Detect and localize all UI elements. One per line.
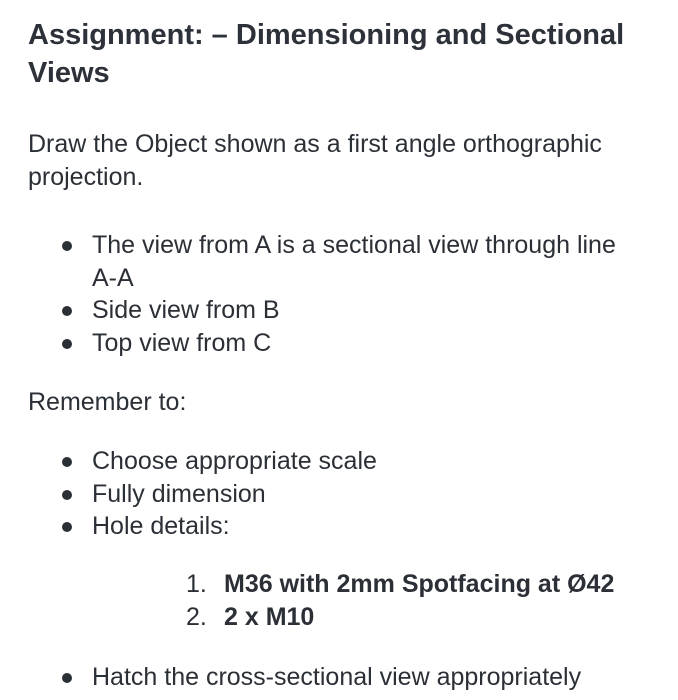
reminders-list (0, 445, 678, 543)
view-item-text: Top view from C (92, 328, 272, 357)
list-item (0, 661, 678, 694)
list-number: 2. (186, 603, 207, 631)
reminder-item-text: Choose appropriate scale (92, 447, 377, 475)
reminder-item-text: Hole details: (92, 512, 230, 540)
bullet-icon (62, 490, 72, 500)
list-item (0, 294, 678, 327)
list-item (0, 478, 678, 511)
bullet-icon (62, 306, 72, 316)
intro-paragraph: Draw the Object shown as a first angle orthographic projection. (28, 130, 602, 191)
assignment-title: Assignment: – Dimensioning and Sectional Views (28, 19, 625, 89)
list-item (0, 327, 678, 360)
bullet-icon (62, 241, 72, 251)
list-item (0, 568, 678, 601)
remember-label: Remember to: (28, 388, 187, 416)
bullet-icon (62, 339, 72, 349)
list-item (0, 601, 678, 634)
view-item-text: Side view from B (92, 296, 280, 324)
reminder-item-text: Fully dimension (92, 479, 266, 508)
bullet-icon (62, 673, 72, 683)
list-item (0, 229, 678, 294)
hole-details-list (0, 568, 678, 634)
final-list (0, 661, 678, 694)
bullet-icon (62, 457, 72, 467)
bullet-icon (62, 522, 72, 532)
hole-detail-text: 2 x M10 (224, 603, 315, 631)
list-item (0, 510, 678, 543)
hole-detail-text: M36 with 2mm Spotfacing at Ø42 (224, 570, 615, 598)
list-item (0, 445, 678, 478)
views-list (0, 229, 678, 359)
final-item-text: Hatch the cross-sectional view appropriately (92, 663, 582, 691)
view-item-text: The view from A is a sectional view through line A-A (92, 231, 616, 292)
list-number: 1. (186, 570, 207, 598)
